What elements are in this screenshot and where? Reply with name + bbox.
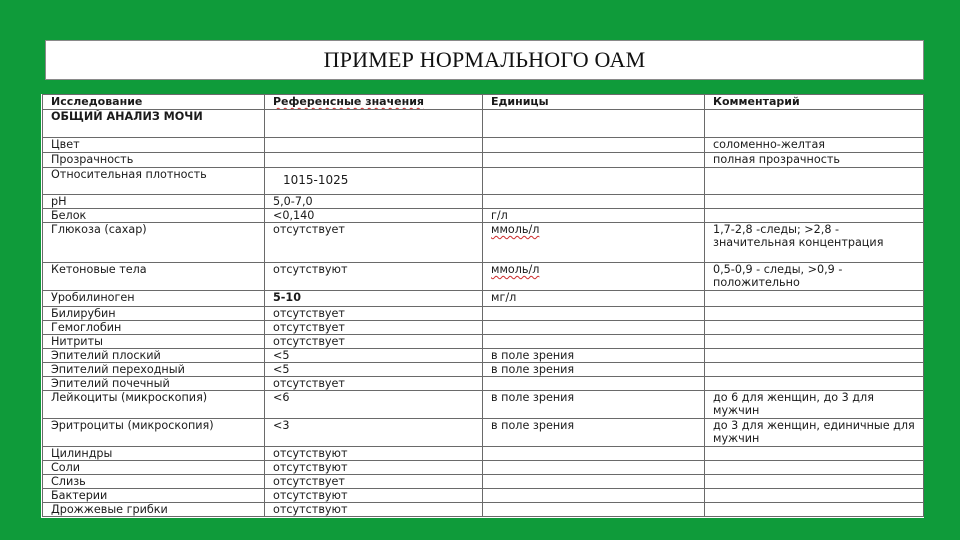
table-row [43,419,924,447]
table-row [43,475,924,489]
table-cell: Цвет [43,138,265,153]
table-cell: в поле зрения [483,419,705,447]
table-cell [483,377,705,391]
table-cell [483,168,705,195]
section-title: ОБЩИЙ АНАЛИЗ МОЧИ [43,110,265,138]
table-header-row [43,95,924,110]
table-cell: отсутствует [265,475,483,489]
table-cell: Соли [43,461,265,475]
table-row [43,307,924,321]
table-cell: Эпителий почечный [43,377,265,391]
table-cell: Эпителий плоский [43,349,265,363]
header-units: Единицы [483,95,705,110]
table-cell [705,307,924,321]
table-row [43,321,924,335]
table-cell: отсутствует [265,377,483,391]
table-cell: Уробилиноген [43,291,265,307]
table-row [43,138,924,153]
table-cell [705,377,924,391]
table-row [43,195,924,209]
table-cell: 5,0-7,0 [265,195,483,209]
table-cell: <3 [265,419,483,447]
table-cell [705,461,924,475]
table-cell: отсутствуют [265,503,483,517]
table-cell: Цилиндры [43,447,265,461]
table-cell: 1,7-2,8 -следы; >2,8 - значительная концентрация [705,223,924,263]
table-cell: отсутствует [265,321,483,335]
table-cell: отсутствует [265,335,483,349]
table-row [43,168,924,195]
table-cell: Билирубин [43,307,265,321]
table-cell: Прозрачность [43,153,265,168]
table-row [43,447,924,461]
table-cell [483,335,705,349]
table-cell: Бактерии [43,489,265,503]
table-cell: <0,140 [265,209,483,223]
header-study: Исследование [43,95,265,110]
table-cell: pH [43,195,265,209]
table-cell: отсутствует [265,307,483,321]
table-cell [483,447,705,461]
table-cell [483,138,705,153]
table-cell: до 6 для женщин, до 3 для мужчин [705,391,924,419]
table-cell: Эпителий переходный [43,363,265,377]
table-cell: Эритроциты (микроскопия) [43,419,265,447]
table-cell [483,489,705,503]
table-cell [265,153,483,168]
table-cell [705,321,924,335]
table-cell [705,209,924,223]
table-cell: <6 [265,391,483,419]
table-cell: Нитриты [43,335,265,349]
table-row [43,489,924,503]
table-cell [265,110,483,138]
table-cell [705,195,924,209]
table-cell: 0,5-0,9 - следы, >0,9 - положительно [705,263,924,291]
table-cell: полная прозрачность [705,153,924,168]
table-cell: Лейкоциты (микроскопия) [43,391,265,419]
table-cell: отсутствуют [265,489,483,503]
table-row [43,153,924,168]
table-row [43,209,924,223]
table-cell [705,475,924,489]
table-cell [705,503,924,517]
table-cell [483,475,705,489]
table-cell: соломенно-желтая [705,138,924,153]
table-cell: в поле зрения [483,363,705,377]
table-cell [705,291,924,307]
header-comment: Комментарий [705,95,924,110]
table-cell: Белок [43,209,265,223]
table-cell [705,110,924,138]
table-row [43,391,924,419]
table-cell: Гемоглобин [43,321,265,335]
table-row [43,363,924,377]
table-cell: отсутствует [265,223,483,263]
table-cell [483,195,705,209]
table-cell: <5 [265,363,483,377]
table-cell [705,363,924,377]
table-cell: ммоль/л [483,263,705,291]
table-row [43,349,924,363]
table-row [43,335,924,349]
table-cell [483,153,705,168]
table-cell [705,447,924,461]
table-cell [483,307,705,321]
table-cell: 5-10 [265,291,483,307]
table-cell: в поле зрения [483,349,705,363]
table-row [43,461,924,475]
table-cell: мг/л [483,291,705,307]
table-cell [705,349,924,363]
table-row [43,263,924,291]
table-cell [705,489,924,503]
urinalysis-table-panel [41,94,924,518]
table-row [43,503,924,517]
table-cell: <5 [265,349,483,363]
table-cell: до 3 для женщин, единичные для мужчин [705,419,924,447]
table-row [43,223,924,263]
table-cell: отсутствуют [265,447,483,461]
table-cell: Относительная плотность [43,168,265,195]
section-row [43,110,924,138]
table-cell: ммоль/л [483,223,705,263]
table-cell: г/л [483,209,705,223]
table-cell [483,503,705,517]
table-cell [483,321,705,335]
table-row [43,291,924,307]
slide-title: ПРИМЕР НОРМАЛЬНОГО ОАМ [45,40,924,80]
table-cell [483,461,705,475]
table-cell [705,168,924,195]
table-cell [265,138,483,153]
table-cell: отсутствуют [265,263,483,291]
table-row [43,377,924,391]
table-cell: Дрожжевые грибки [43,503,265,517]
table-cell: в поле зрения [483,391,705,419]
table-cell [483,110,705,138]
header-reference: Референсные значения [265,95,483,110]
table-cell: Слизь [43,475,265,489]
density-value: 1015-1025 [265,168,483,195]
table-cell [705,335,924,349]
table-cell: отсутствуют [265,461,483,475]
urinalysis-table [42,94,924,517]
table-cell: Кетоновые тела [43,263,265,291]
table-cell: Глюкоза (сахар) [43,223,265,263]
